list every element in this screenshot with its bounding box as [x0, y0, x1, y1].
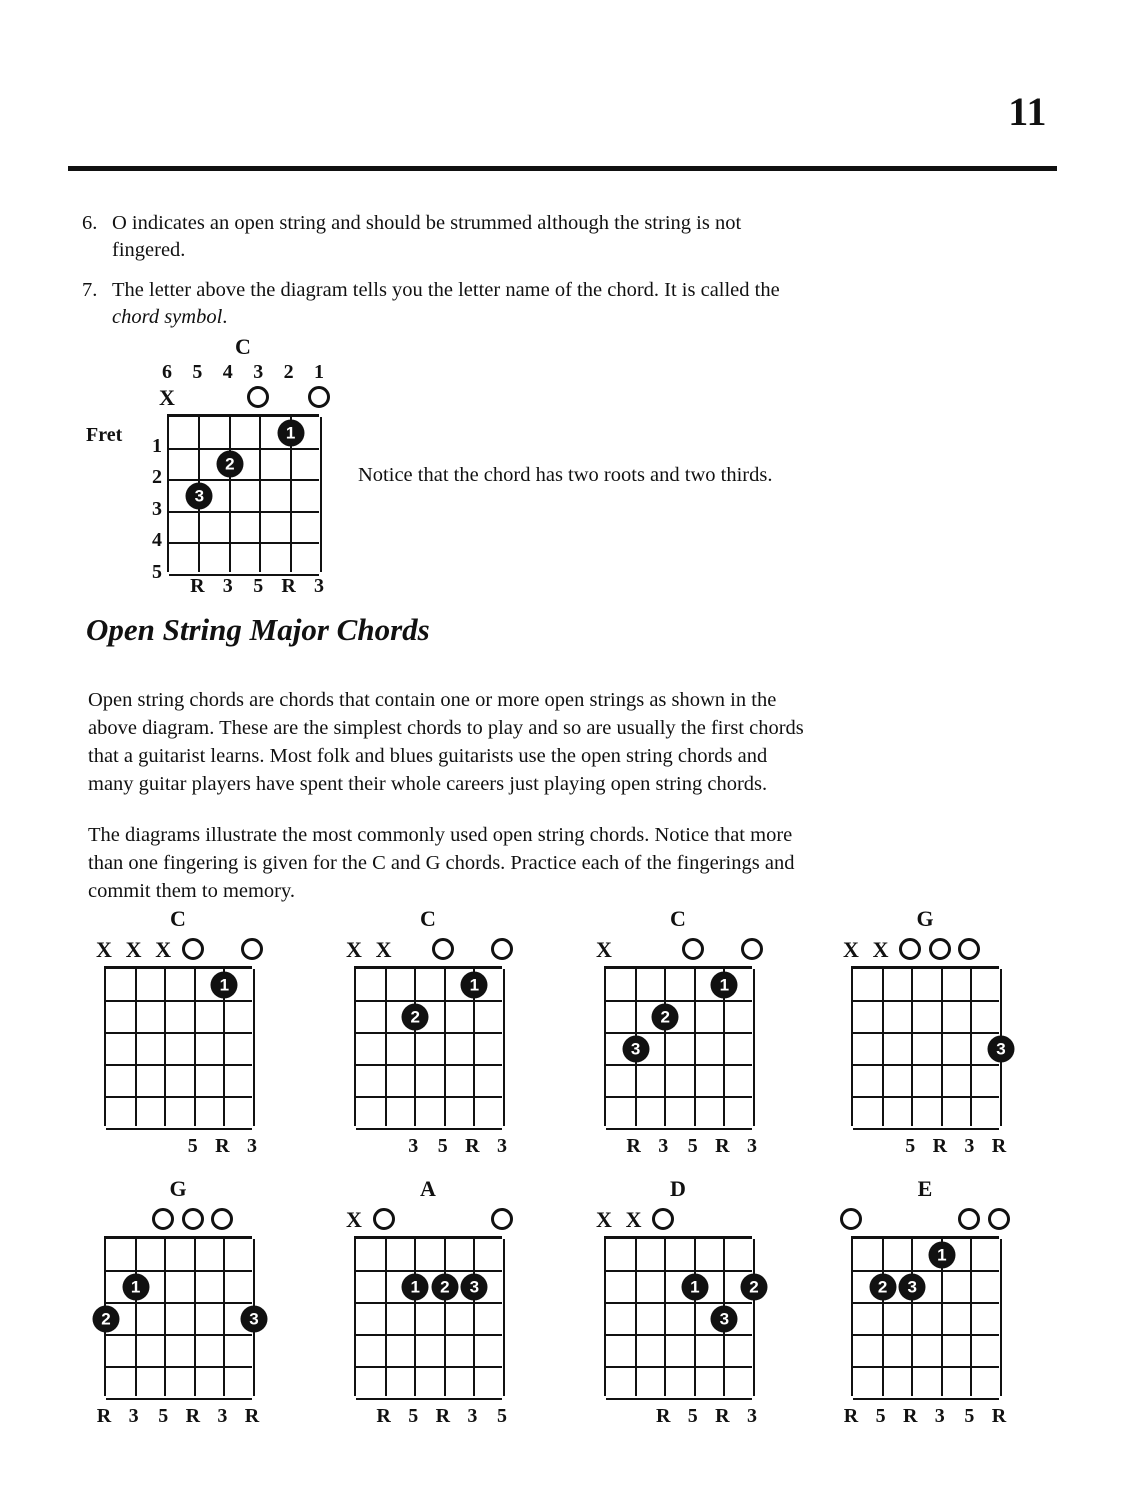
numbered-notes-list [82, 210, 812, 344]
open-muted-marks-row [150, 386, 336, 408]
list-item-number: 6. [82, 212, 98, 234]
fret-line [106, 1032, 252, 1034]
open-string-o-icon [958, 938, 980, 960]
interval-label: 3 [747, 1405, 757, 1427]
fret-line [606, 1366, 752, 1368]
interval-label: R [96, 1405, 112, 1427]
finger-dot: 3 [241, 1306, 268, 1333]
interval-label: 5 [687, 1405, 698, 1427]
interval-label: R [932, 1135, 948, 1157]
muted-string-x-icon: X [125, 937, 142, 962]
open-muted-marks-row [88, 1208, 268, 1230]
open-string-o-icon [491, 938, 513, 960]
finger-dot: 1 [211, 972, 238, 999]
open-string-o-icon [741, 938, 763, 960]
open-muted-marks-row [338, 1208, 518, 1230]
interval-label: 5 [437, 1135, 448, 1157]
string-line [503, 969, 505, 1126]
interval-label: R [655, 1405, 671, 1427]
fret-line [853, 1270, 999, 1272]
interval-label: 3 [408, 1135, 419, 1157]
fret-line [606, 1334, 752, 1336]
interval-label: R [991, 1405, 1007, 1427]
finger-dot: 2 [652, 1004, 679, 1031]
fret-line [106, 1366, 252, 1368]
string-number-label: 5 [192, 361, 203, 383]
page-number: 11 [1008, 89, 1047, 134]
finger-dot: 3 [988, 1036, 1015, 1063]
muted-string-x-icon: X [159, 385, 175, 410]
list-item-text [112, 277, 812, 331]
string-line [259, 417, 261, 572]
interval-label: R [991, 1135, 1007, 1157]
interval-label: 5 [408, 1405, 419, 1427]
fret-line [106, 1334, 252, 1336]
muted-string-x-icon: X [843, 937, 859, 962]
string-line [503, 1239, 505, 1396]
fret-line [356, 1334, 502, 1336]
fret-line [169, 542, 319, 544]
interval-label: 5 [964, 1405, 975, 1427]
interval-label: R [244, 1405, 260, 1427]
open-string-o-icon [432, 938, 454, 960]
interval-label: R [376, 1405, 391, 1427]
interval-label: R [190, 575, 205, 597]
string-line [664, 969, 666, 1126]
fret-number-label: 5 [152, 561, 162, 583]
muted-string-x-icon: X [96, 937, 112, 962]
fret-line [853, 1334, 999, 1336]
string-number-label: 1 [314, 361, 324, 383]
finger-dot: 3 [186, 483, 213, 510]
interval-label: 5 [253, 575, 264, 597]
string-line [194, 1239, 196, 1396]
muted-string-x-icon: X [596, 1207, 612, 1232]
fret-line [606, 1128, 752, 1130]
fret-line [356, 1366, 502, 1368]
open-string-o-icon [958, 1208, 980, 1230]
open-string-o-icon [247, 386, 269, 408]
string-line [385, 969, 387, 1126]
fret-line [106, 1128, 252, 1130]
string-number-row [150, 362, 336, 382]
open-string-o-icon [840, 1208, 862, 1230]
string-line [473, 1239, 475, 1396]
fretboard-grid [604, 966, 752, 1126]
finger-dot: 3 [461, 1274, 488, 1301]
string-line [444, 969, 446, 1126]
fret-line [106, 1064, 252, 1066]
open-string-o-icon [652, 1208, 674, 1230]
fret-line [606, 1000, 752, 1002]
string-line [164, 969, 166, 1126]
string-line [164, 1239, 166, 1396]
fret-line [356, 1302, 502, 1304]
interval-label: 3 [217, 1405, 228, 1427]
string-line [385, 1239, 387, 1396]
fret-line [853, 1398, 999, 1400]
open-string-o-icon [152, 1208, 174, 1230]
interval-label: 5 [187, 1135, 198, 1157]
muted-string-x-icon: X [872, 937, 889, 962]
finger-dot: 3 [711, 1306, 738, 1333]
fretboard-grid [851, 966, 1006, 1126]
interval-label: 3 [658, 1135, 669, 1157]
interval-label: R [715, 1135, 730, 1157]
notice-text: Notice that the chord has two roots and two thirds. [358, 464, 773, 486]
fretboard-grid [101, 1236, 259, 1396]
chord-symbol-label: D [670, 1176, 686, 1201]
string-line [223, 1239, 225, 1396]
fretboard-grid [354, 1236, 502, 1396]
open-muted-marks-row [835, 1208, 1015, 1230]
fretboard-grid [167, 414, 319, 572]
interval-label: R [843, 1405, 859, 1427]
open-string-o-icon [182, 1208, 204, 1230]
interval-label: 3 [934, 1405, 945, 1427]
open-string-o-icon [682, 938, 704, 960]
finger-dot: 3 [899, 1274, 926, 1301]
muted-string-x-icon: X [596, 937, 612, 962]
fret-line [106, 1096, 252, 1098]
fret-number-label: 1 [152, 434, 162, 457]
string-number-label: 4 [222, 361, 233, 383]
open-string-o-icon [899, 938, 921, 960]
interval-label: R [185, 1405, 201, 1427]
section-heading: Open String Major Chords [86, 612, 430, 647]
string-line [753, 1239, 755, 1396]
string-line [229, 417, 231, 572]
fretboard-grid [604, 1236, 759, 1396]
string-line [135, 969, 137, 1126]
finger-dot: 1 [277, 419, 304, 446]
interval-label: 3 [222, 575, 233, 597]
interval-label: 3 [467, 1405, 478, 1427]
finger-dot: 1 [928, 1242, 955, 1269]
string-line [253, 969, 255, 1126]
open-string-o-icon [929, 938, 951, 960]
string-line [414, 969, 416, 1126]
fret-line [356, 1064, 502, 1066]
muted-string-x-icon: X [625, 1207, 642, 1232]
finger-dot: 1 [402, 1274, 429, 1301]
string-number-label: 6 [162, 361, 172, 383]
chord-symbol-label: C [235, 334, 251, 359]
interval-label: 5 [905, 1135, 916, 1157]
open-string-o-icon [491, 1208, 513, 1230]
fret-line [606, 1270, 752, 1272]
string-line [135, 1239, 137, 1396]
fretboard-grid [851, 1236, 999, 1396]
chord-symbol-label: C [420, 906, 436, 931]
fret-line [853, 1128, 999, 1130]
chord-symbol-label: C [170, 906, 186, 931]
string-line [194, 969, 196, 1126]
open-string-o-icon [308, 386, 330, 408]
finger-dot: 2 [741, 1274, 768, 1301]
finger-dot: 2 [402, 1004, 429, 1031]
fretboard-grid [354, 966, 502, 1126]
fret-line [169, 448, 319, 450]
fret-line [606, 1032, 752, 1034]
interval-label: 3 [964, 1135, 975, 1157]
interval-label: 3 [497, 1135, 507, 1157]
open-muted-marks-row [338, 938, 518, 960]
fret-number-label: 2 [152, 466, 162, 489]
interval-label: 5 [158, 1405, 169, 1427]
interval-label: R [902, 1405, 918, 1427]
finger-dot: 1 [711, 972, 738, 999]
string-line [694, 1239, 696, 1396]
interval-label: 3 [747, 1135, 757, 1157]
finger-dot: 1 [122, 1274, 149, 1301]
string-line [664, 1239, 666, 1396]
string-line [882, 1239, 884, 1396]
string-line [1000, 1239, 1002, 1396]
string-line [320, 417, 322, 572]
fretboard-grid [104, 966, 252, 1126]
string-line [694, 969, 696, 1126]
fret-line [356, 1000, 502, 1002]
fret-line [853, 1032, 999, 1034]
string-line [635, 1239, 637, 1396]
body-paragraph-2: The diagrams illustrate the most commonly used open string chords. Notice that more than one fingering is given for the C and G chords. Practice each of the fingerings and commit them to memory. [88, 824, 795, 902]
finger-dot: 3 [622, 1036, 649, 1063]
open-muted-marks-row [588, 938, 768, 960]
fret-line [853, 1096, 999, 1098]
fret-line [106, 1398, 252, 1400]
string-line [911, 969, 913, 1126]
finger-dot: 2 [869, 1274, 896, 1301]
interval-label: 3 [247, 1135, 257, 1157]
string-line [970, 1239, 972, 1396]
interval-label: 5 [875, 1405, 886, 1427]
fret-line [356, 1032, 502, 1034]
chord-symbol-emphasis: chord symbol [112, 306, 223, 329]
list-item-number: 7. [82, 279, 98, 302]
fret-line [853, 1064, 999, 1066]
interval-label: R [715, 1405, 730, 1427]
chord-symbol-label: C [670, 906, 686, 931]
list-item-text: O indicates an open string and should be strummed although the string is not fingered. [112, 212, 742, 262]
muted-string-x-icon: X [346, 937, 362, 962]
fret-line [106, 1270, 252, 1272]
open-muted-marks-row [835, 938, 1015, 960]
list-item [82, 210, 812, 264]
interval-label: 3 [314, 575, 324, 597]
string-line [882, 969, 884, 1126]
finger-dot: 2 [431, 1274, 458, 1301]
fret-line [606, 1398, 752, 1400]
fret-line [853, 1366, 999, 1368]
finger-dot: 2 [93, 1306, 120, 1333]
chord-symbol-label: G [169, 1176, 187, 1201]
fret-line [356, 1270, 502, 1272]
chord-symbol-label: E [917, 1176, 933, 1201]
interval-label: R [626, 1135, 641, 1157]
interval-label: 3 [128, 1405, 139, 1427]
fret-number-label: 3 [152, 497, 162, 520]
note-text-period: . [222, 306, 228, 329]
fret-word-label: Fret [86, 424, 123, 446]
open-string-o-icon [373, 1208, 395, 1230]
fret-number-label: 4 [152, 529, 162, 552]
interval-label: R [465, 1135, 480, 1157]
open-string-o-icon [211, 1208, 233, 1230]
chord-symbol-label: A [420, 1176, 436, 1201]
string-line [911, 1239, 913, 1396]
fret-line [169, 511, 319, 513]
open-muted-marks-row [588, 1208, 768, 1230]
open-string-o-icon [241, 938, 263, 960]
fret-line [853, 1302, 999, 1304]
finger-dot: 2 [216, 451, 243, 478]
open-string-o-icon [182, 938, 204, 960]
string-number-label: 2 [283, 361, 294, 383]
chord-symbol-label: G [916, 906, 934, 931]
fret-line [606, 1064, 752, 1066]
body-paragraph-1: Open string chords are chords that contain one or more open strings as shown in the above diagram. These are the simplest chords to play and so are usually the first chords that a guitarist learns. Most folk and blues guitarists use the open string chords and many guitar players have spent their whole careers just playing open string chords. [88, 689, 804, 795]
open-muted-marks-row [88, 938, 268, 960]
interval-label: R [281, 575, 296, 597]
string-number-label: 3 [253, 361, 264, 383]
muted-string-x-icon: X [346, 1207, 362, 1232]
fret-line [356, 1128, 502, 1130]
open-string-o-icon [988, 1208, 1010, 1230]
string-line [414, 1239, 416, 1396]
interval-label: 5 [687, 1135, 698, 1157]
fret-line [356, 1096, 502, 1098]
fret-line [853, 1000, 999, 1002]
interval-label: 5 [497, 1405, 507, 1427]
muted-string-x-icon: X [155, 937, 172, 962]
fret-line [606, 1096, 752, 1098]
finger-dot: 1 [681, 1274, 708, 1301]
string-line [970, 969, 972, 1126]
interval-label: R [215, 1135, 230, 1157]
list-item [82, 277, 812, 331]
interval-label: R [435, 1405, 451, 1427]
string-line [753, 969, 755, 1126]
string-line [941, 969, 943, 1126]
fret-line [106, 1302, 252, 1304]
header-divider [68, 166, 1057, 171]
muted-string-x-icon: X [375, 937, 392, 962]
note-text-plain: The letter above the diagram tells you the letter name of the chord. It is called the [112, 279, 780, 302]
fret-line [106, 1000, 252, 1002]
fret-line [169, 479, 319, 481]
finger-dot: 1 [461, 972, 488, 999]
string-line [444, 1239, 446, 1396]
fret-line [606, 1302, 752, 1304]
fret-line [356, 1398, 502, 1400]
